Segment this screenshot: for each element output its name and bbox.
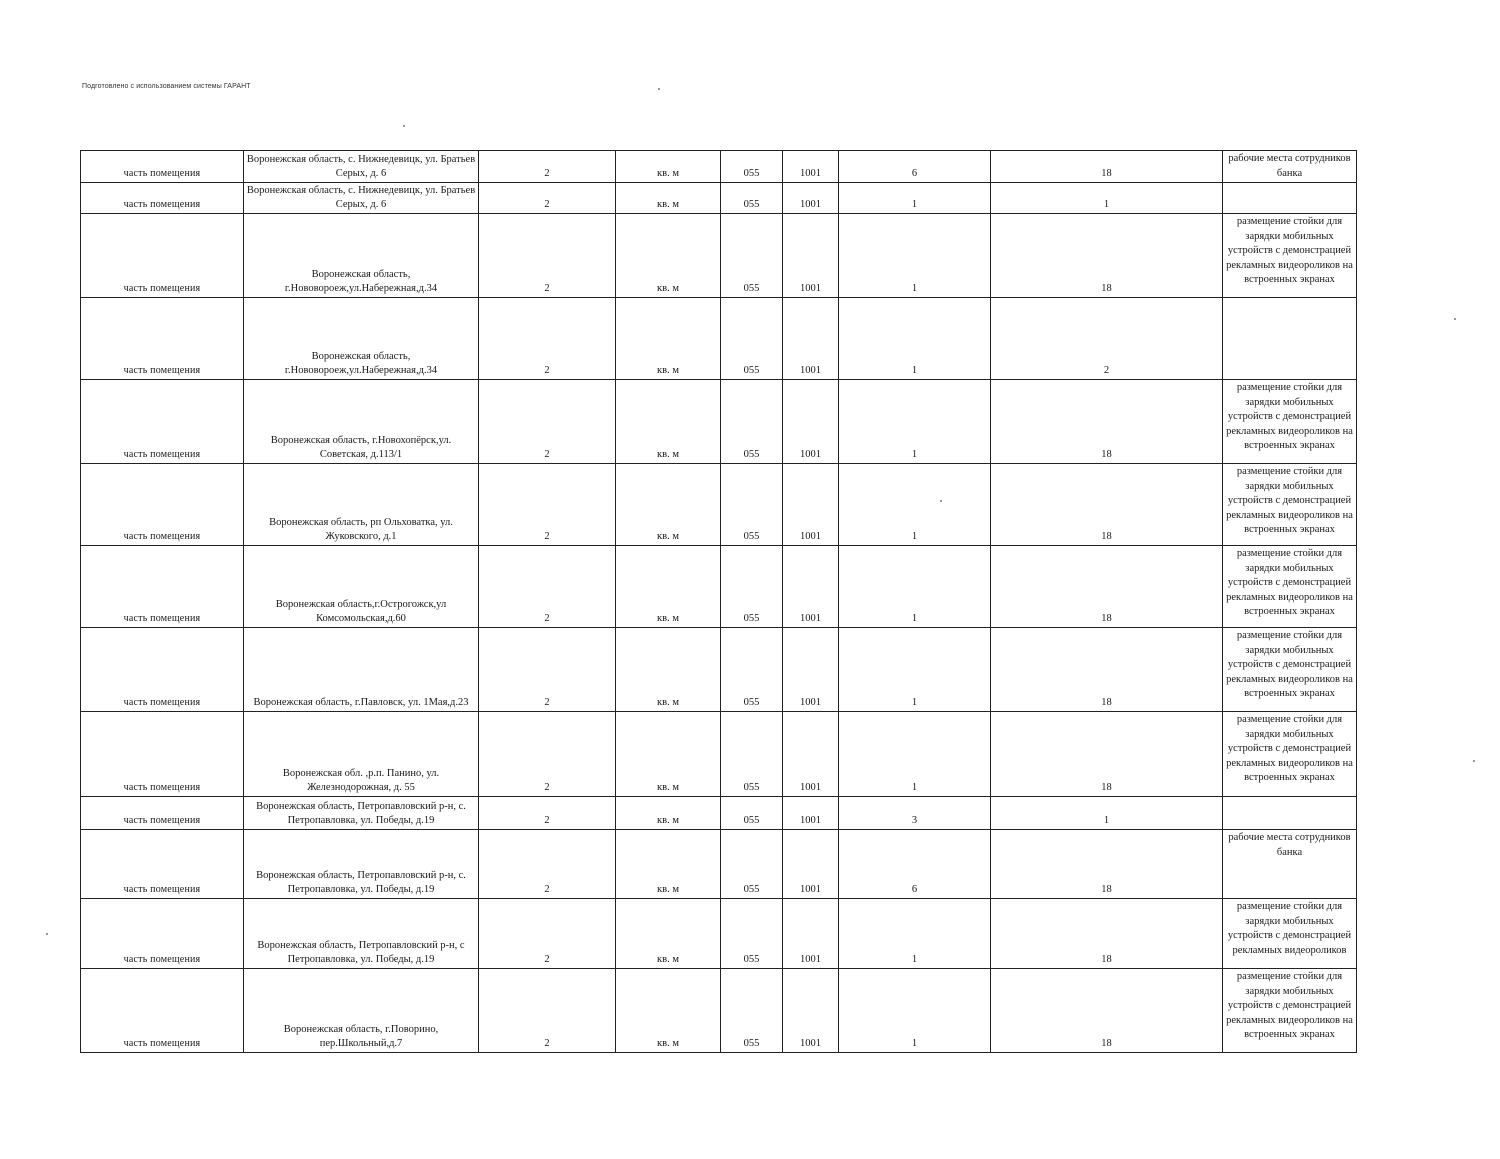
table-row xyxy=(81,830,1357,899)
table-row xyxy=(81,899,1357,969)
row-col8-cell: 18 xyxy=(991,151,1223,183)
row-code-cell: 055 xyxy=(721,151,783,183)
row-purpose-cell: размещение стойки для зарядки мобильных устройств с демонстрацией рекламных видеороликов на встроенных экранах xyxy=(1223,214,1357,298)
row-col7-cell: 6 xyxy=(839,830,991,899)
row-col6-cell: 1001 xyxy=(783,214,839,298)
row-type-cell: часть помещения xyxy=(81,380,244,464)
scan-speck xyxy=(940,500,942,502)
row-col6-cell: 1001 xyxy=(783,380,839,464)
row-code-cell: 055 xyxy=(721,464,783,546)
row-col3-cell: 2 xyxy=(479,464,616,546)
row-col8-cell: 18 xyxy=(991,214,1223,298)
row-purpose-cell: размещение стойки для зарядки мобильных устройств с демонстрацией рекламных видеороликов на встроенных экранах xyxy=(1223,628,1357,712)
row-col3-cell: 2 xyxy=(479,899,616,969)
row-col8-cell: 18 xyxy=(991,380,1223,464)
row-col3-cell: 2 xyxy=(479,380,616,464)
row-col8-cell: 18 xyxy=(991,969,1223,1053)
row-col3-cell: 2 xyxy=(479,797,616,830)
row-type-cell: часть помещения xyxy=(81,464,244,546)
row-address-cell: Воронежская область, Петропавловский р-н, с. Петропавловка, ул. Победы, д.19 xyxy=(244,797,479,830)
row-code-cell: 055 xyxy=(721,797,783,830)
row-col8-cell: 18 xyxy=(991,546,1223,628)
table-row xyxy=(81,969,1357,1053)
row-code-cell: 055 xyxy=(721,712,783,797)
row-code-cell: 055 xyxy=(721,183,783,214)
row-col3-cell: 2 xyxy=(479,969,616,1053)
row-col7-cell: 1 xyxy=(839,183,991,214)
row-code-cell: 055 xyxy=(721,969,783,1053)
row-col3-cell: 2 xyxy=(479,214,616,298)
row-col7-cell: 1 xyxy=(839,464,991,546)
row-col7-cell: 3 xyxy=(839,797,991,830)
row-col3-cell: 2 xyxy=(479,298,616,380)
row-col3-cell: 2 xyxy=(479,546,616,628)
row-col7-cell: 1 xyxy=(839,712,991,797)
row-col7-cell: 1 xyxy=(839,628,991,712)
row-unit-cell: кв. м xyxy=(616,712,721,797)
row-col3-cell: 2 xyxy=(479,628,616,712)
row-unit-cell: кв. м xyxy=(616,183,721,214)
row-type-cell: часть помещения xyxy=(81,969,244,1053)
row-col7-cell: 1 xyxy=(839,899,991,969)
scan-speck xyxy=(658,88,660,90)
table-row xyxy=(81,183,1357,214)
row-col7-cell: 1 xyxy=(839,969,991,1053)
row-type-cell: часть помещения xyxy=(81,183,244,214)
row-col8-cell: 18 xyxy=(991,464,1223,546)
row-col8-cell: 18 xyxy=(991,899,1223,969)
row-purpose-cell: размещение стойки для зарядки мобильных устройств с демонстрацией рекламных видеороликов на встроенных экранах xyxy=(1223,969,1357,1053)
row-col8-cell: 1 xyxy=(991,183,1223,214)
row-col6-cell: 1001 xyxy=(783,899,839,969)
row-col6-cell: 1001 xyxy=(783,298,839,380)
row-col6-cell: 1001 xyxy=(783,797,839,830)
row-col7-cell: 6 xyxy=(839,151,991,183)
row-col6-cell: 1001 xyxy=(783,464,839,546)
row-type-cell: часть помещения xyxy=(81,628,244,712)
table-row xyxy=(81,628,1357,712)
document-source-note: Подготовлено с использованием системы ГАРАНТ xyxy=(82,83,251,90)
row-unit-cell: кв. м xyxy=(616,628,721,712)
scan-speck xyxy=(46,933,48,935)
row-col8-cell: 18 xyxy=(991,628,1223,712)
row-purpose-cell: рабочие места сотрудников банка xyxy=(1223,830,1357,899)
row-col7-cell: 1 xyxy=(839,298,991,380)
row-col7-cell: 1 xyxy=(839,380,991,464)
row-col6-cell: 1001 xyxy=(783,712,839,797)
row-address-cell: Воронежская область, Петропавловский р-н, с. Петропавловка, ул. Победы, д.19 xyxy=(244,830,479,899)
row-type-cell: часть помещения xyxy=(81,712,244,797)
row-unit-cell: кв. м xyxy=(616,214,721,298)
row-code-cell: 055 xyxy=(721,214,783,298)
row-unit-cell: кв. м xyxy=(616,797,721,830)
row-unit-cell: кв. м xyxy=(616,546,721,628)
row-address-cell: Воронежская обл. ,р.п. Панино, ул. Железнодорожная, д. 55 xyxy=(244,712,479,797)
row-address-cell: Воронежская область, с. Нижнедевицк, ул. Братьев Серых, д. 6 xyxy=(244,183,479,214)
row-col6-cell: 1001 xyxy=(783,628,839,712)
row-type-cell: часть помещения xyxy=(81,797,244,830)
row-col6-cell: 1001 xyxy=(783,151,839,183)
scan-speck xyxy=(1454,318,1456,320)
row-unit-cell: кв. м xyxy=(616,830,721,899)
row-address-cell: Воронежская область, г.Павловск, ул. 1Мая,д.23 xyxy=(244,628,479,712)
row-address-cell: Воронежская область,г.Острогожск,ул Комсомольская,д.60 xyxy=(244,546,479,628)
row-code-cell: 055 xyxy=(721,899,783,969)
row-col8-cell: 18 xyxy=(991,830,1223,899)
table-row xyxy=(81,151,1357,183)
row-unit-cell: кв. м xyxy=(616,380,721,464)
row-purpose-cell: размещение стойки для зарядки мобильных устройств с демонстрацией рекламных видеороликов на встроенных экранах xyxy=(1223,712,1357,797)
row-col6-cell: 1001 xyxy=(783,830,839,899)
row-address-cell: Воронежская область, г.Новохопёрск,ул. Советская, д.113/1 xyxy=(244,380,479,464)
row-unit-cell: кв. м xyxy=(616,969,721,1053)
row-code-cell: 055 xyxy=(721,298,783,380)
table-row xyxy=(81,797,1357,830)
row-address-cell: Воронежская область, Петропавловский р-н, с Петропавловка, ул. Победы, д.19 xyxy=(244,899,479,969)
row-unit-cell: кв. м xyxy=(616,464,721,546)
row-purpose-cell: рабочие места сотрудников банка xyxy=(1223,151,1357,183)
row-col7-cell: 1 xyxy=(839,546,991,628)
row-col6-cell: 1001 xyxy=(783,546,839,628)
row-code-cell: 055 xyxy=(721,380,783,464)
scan-speck xyxy=(403,125,405,127)
row-unit-cell: кв. м xyxy=(616,899,721,969)
row-address-cell: Воронежская область, г.Поворино, пер.Школьный,д.7 xyxy=(244,969,479,1053)
property-table xyxy=(80,150,1357,1053)
row-type-cell: часть помещения xyxy=(81,298,244,380)
row-address-cell: Воронежская область, с. Нижнедевицк, ул. Братьев Серых, д. 6 xyxy=(244,151,479,183)
row-col3-cell: 2 xyxy=(479,712,616,797)
row-col8-cell: 2 xyxy=(991,298,1223,380)
table-row xyxy=(81,214,1357,298)
row-purpose-cell: размещение стойки для зарядки мобильных устройств с демонстрацией рекламных видеороликов на встроенных экранах xyxy=(1223,546,1357,628)
table-row xyxy=(81,380,1357,464)
row-unit-cell: кв. м xyxy=(616,151,721,183)
row-col7-cell: 1 xyxy=(839,214,991,298)
row-col6-cell: 1001 xyxy=(783,969,839,1053)
row-code-cell: 055 xyxy=(721,628,783,712)
row-type-cell: часть помещения xyxy=(81,214,244,298)
row-col3-cell: 2 xyxy=(479,830,616,899)
row-address-cell: Воронежская область, г.Нововороеж,ул.Набережная,д.34 xyxy=(244,214,479,298)
row-purpose-cell xyxy=(1223,797,1357,830)
table-row xyxy=(81,464,1357,546)
row-code-cell: 055 xyxy=(721,830,783,899)
table-row xyxy=(81,298,1357,380)
row-address-cell: Воронежская область, г.Нововороеж,ул.Набережная,д.34 xyxy=(244,298,479,380)
row-purpose-cell xyxy=(1223,298,1357,380)
row-purpose-cell: размещение стойки для зарядки мобильных устройств с демонстрацией рекламных видеороликов xyxy=(1223,899,1357,969)
row-type-cell: часть помещения xyxy=(81,899,244,969)
row-col6-cell: 1001 xyxy=(783,183,839,214)
table-row xyxy=(81,546,1357,628)
row-purpose-cell xyxy=(1223,183,1357,214)
row-col8-cell: 1 xyxy=(991,797,1223,830)
row-col3-cell: 2 xyxy=(479,151,616,183)
row-purpose-cell: размещение стойки для зарядки мобильных устройств с демонстрацией рекламных видеороликов на встроенных экранах xyxy=(1223,464,1357,546)
row-unit-cell: кв. м xyxy=(616,298,721,380)
table-row xyxy=(81,712,1357,797)
row-type-cell: часть помещения xyxy=(81,151,244,183)
row-type-cell: часть помещения xyxy=(81,830,244,899)
row-type-cell: часть помещения xyxy=(81,546,244,628)
row-col8-cell: 18 xyxy=(991,712,1223,797)
scan-speck xyxy=(1473,760,1475,762)
row-code-cell: 055 xyxy=(721,546,783,628)
row-col3-cell: 2 xyxy=(479,183,616,214)
row-purpose-cell: размещение стойки для зарядки мобильных устройств с демонстрацией рекламных видеороликов на встроенных экранах xyxy=(1223,380,1357,464)
row-address-cell: Воронежская область, рп Ольховатка, ул. Жуковского, д.1 xyxy=(244,464,479,546)
